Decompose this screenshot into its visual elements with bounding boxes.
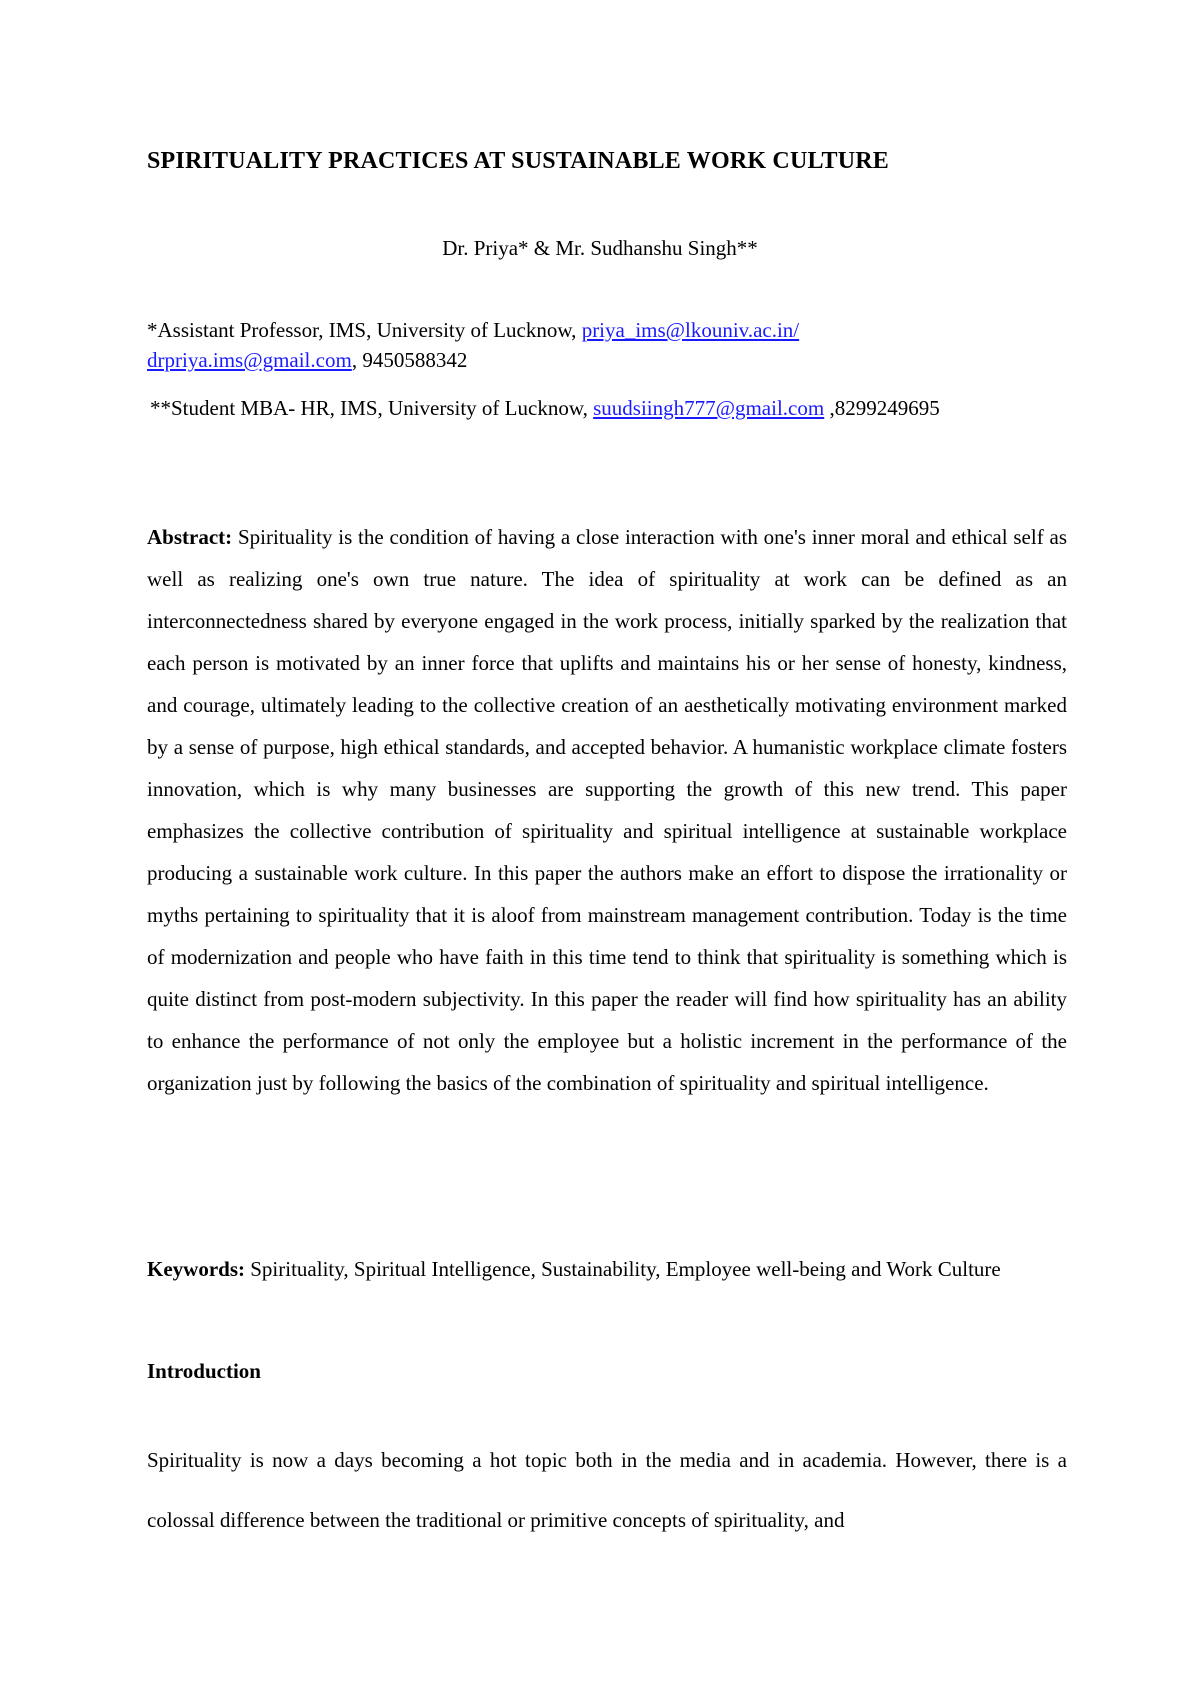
abstract-label: Abstract: [147, 525, 233, 549]
affiliation-first-phone: , 9450588342 [351, 348, 468, 372]
keywords-label: Keywords: [147, 1257, 245, 1281]
affiliation-first-text: *Assistant Professor, IMS, University of Lucknow, [147, 318, 582, 342]
keywords-paragraph [147, 1248, 1067, 1290]
affiliation-first-author [147, 315, 1067, 375]
keywords-text: Spirituality, Spiritual Intelligence, Sustainability, Employee well-being and Work Culture [245, 1257, 1001, 1281]
email-link-secondary[interactable]: drpriya.ims@gmail.com [147, 348, 352, 372]
introduction-paragraph: Spirituality is now a days becoming a hot topic both in the media and in academia. However, there is a colossal difference between the traditional or primitive concepts of spirituality, and [147, 1448, 1067, 1532]
introduction-heading: Introduction [147, 1359, 261, 1383]
paper-title: SPIRITUALITY PRACTICES AT SUSTAINABLE WORK CULTURE [147, 148, 889, 174]
affiliation-second-author [150, 393, 1070, 423]
affiliation-second-text: **Student MBA- HR, IMS, University of Lucknow, [150, 396, 594, 420]
author-line: Dr. Priya* & Mr. Sudhanshu Singh** [442, 236, 758, 260]
abstract-paragraph [147, 516, 1067, 1104]
email-link-student[interactable]: suudsiingh777@gmail.com [593, 396, 825, 420]
email-link-primary[interactable]: priya_ims@lkouniv.ac.in/ [581, 318, 800, 342]
affiliation-second-phone: ,8299249695 [824, 396, 940, 420]
abstract-text: Spirituality is the condition of having a close interaction with one's inner moral and ethical self as well as realizing one's own true nature. The idea of spirituality at work can be defined as an interconnectedness shared by everyone engaged in the work process, initially sparked by the realization that each person is motivated by an inner force that uplifts and maintains his or her sense of honesty, kindness, and courage, ultimately leading to the collective creation of an aesthetically motivating environment marked by a sense of purpose, high ethical standards, and accepted behavior. A humanistic workplace climate fosters innovation, which is why many businesses are supporting the growth of this new trend. This paper emphasizes the collective contribution of spirituality and spiritual intelligence at sustainable workplace producing a sustainable work culture. In this paper the authors make an effort to dispose the irrationality or myths pertaining to spirituality that it is aloof from mainstream management contribution. Today is the time of modernization and people who have faith in this time tend to think that spirituality is something which is quite distinct from post-modern subjectivity. In this paper the reader will find how spirituality has an ability to enhance the performance of not only the employee but a holistic increment in the performance of the organization just by following the basics of the combination of spirituality and spiritual intelligence. [147, 525, 1067, 1095]
